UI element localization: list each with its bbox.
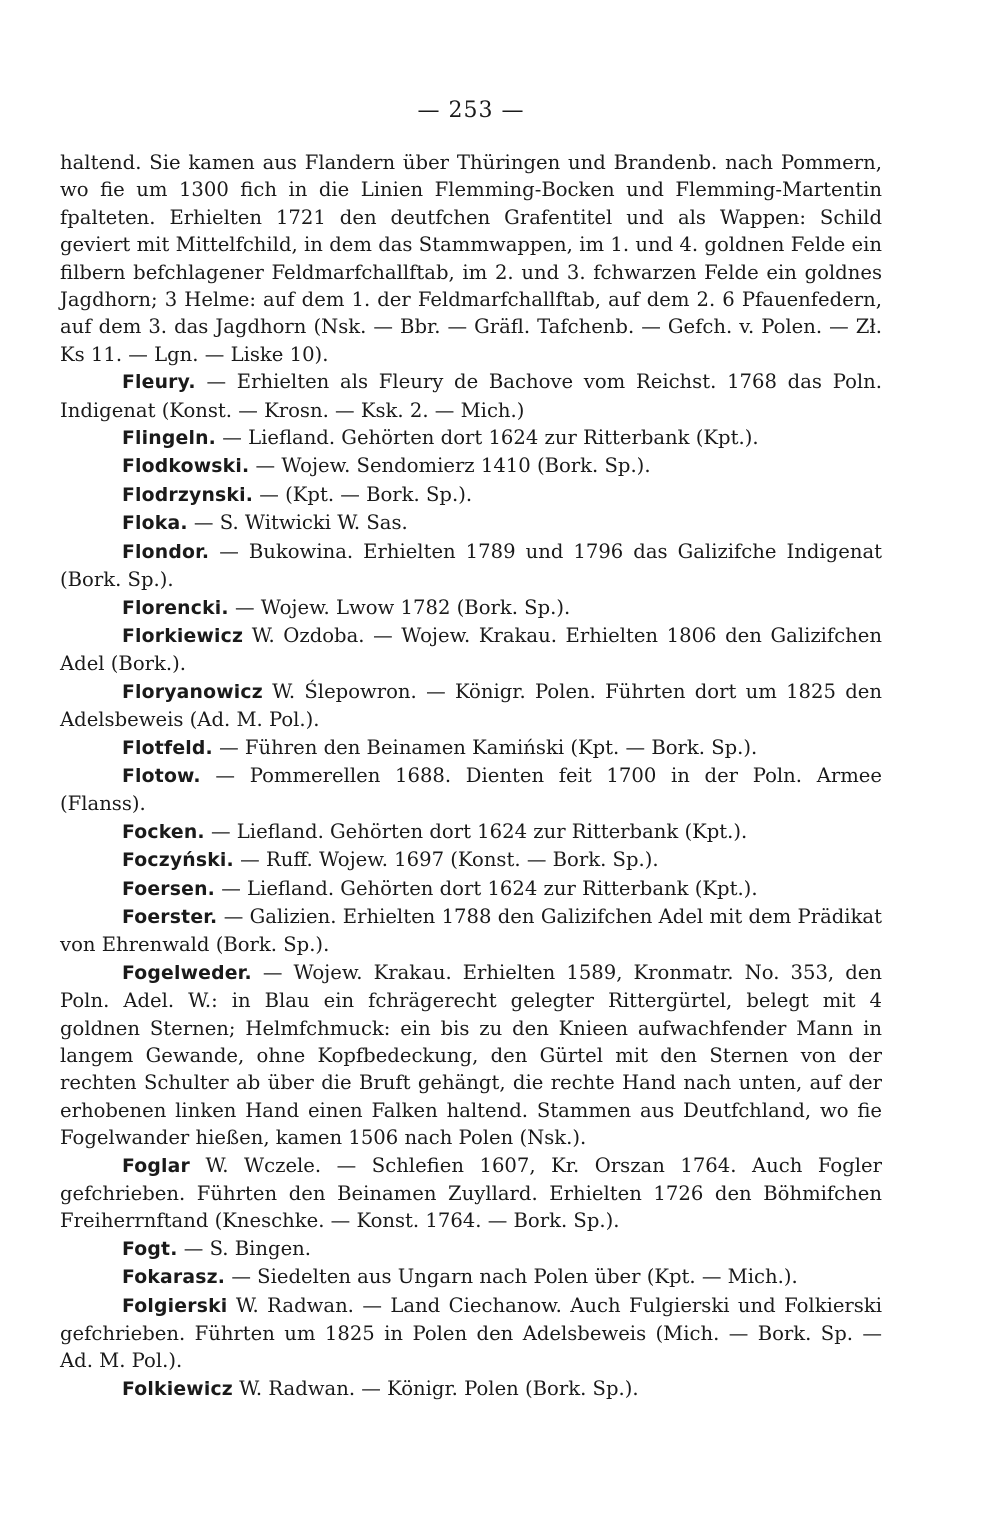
entry-headword: Flotow. [122, 765, 201, 787]
entry-folkiewicz [60, 1375, 882, 1403]
page-number: — 253 — [417, 98, 525, 123]
entry-text: — Wojew. Sendomierz 1410 (Bork. Sp.). [249, 454, 651, 478]
entry-headword: Fogelweder. [122, 962, 252, 984]
entry-flondor [60, 538, 882, 594]
entry-text: — Bukowina. Erhielten 1789 und 1796 das Galizifche Indigenat (Bork. Sp.). [60, 539, 882, 592]
entry-text: — Liefland. Gehörten dort 1624 zur Ritterbank (Kpt.). [215, 876, 758, 900]
entry-text: — S. Bingen. [177, 1236, 312, 1260]
entry-text: — (Kpt. — Bork. Sp.). [253, 482, 473, 506]
entry-folgierski [60, 1292, 882, 1375]
entry-focken [60, 818, 882, 846]
entry-headword: Flodkowski. [122, 456, 250, 478]
entry-text: — Erhielten als Fleury de Bachove vom Reichst. 1768 das Poln. Indigenat (Konst. — Krosn. — Ksk. 2. — Mich.) [60, 370, 882, 422]
entry-headword: Foglar [122, 1155, 190, 1177]
entry-headword: Floka. [122, 513, 188, 535]
entry-flingeln [60, 424, 882, 452]
entry-headword: Fleury. [122, 372, 196, 394]
entry-headword: Focken. [122, 821, 205, 843]
entry-text: — Führen den Beinamen Kamiński (Kpt. — Bork. Sp.). [212, 735, 758, 759]
entry-text: W. Radwan. — Land Ciechanow. Auch Fulgierski und Folkierski gefchrieben. Führten um 1825 in Polen den Adelsbeweis (Mich. — Bork. Sp. — Ad. M. Pol.). [60, 1293, 882, 1373]
entry-floka [60, 509, 882, 537]
entry-floryanowicz [60, 678, 882, 734]
continuation-paragraph: haltend. Sie kamen aus Flandern über Thüringen und Brandenb. nach Pommern, wo fie um 1300 fich in die Linien Flemming-Bocken und Flemming-Martentin fpalteten. Erhielten 1721 den deutfchen Grafentitel und als Wappen: Schild geviert mit Mittelfchild, in dem das Stammwappen, im 1. und 4. goldnen Felde ein filbern befchlagener Feldmarfchallftab, im 2. und 3. fchwarzen Felde ein goldnes Jagdhorn; 3 Helme: auf dem 1. der Feldmarfchallftab, auf dem 2. 6 Pfauenfedern, auf dem 3. das Jagdhorn (Nsk. — Bbr. — Gräfl. Tafchenb. — Gefch. v. Polen. — Zł. Ks 11. — Lgn. — Liske 10). [60, 151, 882, 366]
entry-text: — Liefland. Gehörten dort 1624 zur Ritterbank (Kpt.). [216, 426, 759, 450]
entry-headword: Floryanowicz [122, 681, 263, 703]
entry-headword: Foersen. [122, 878, 215, 900]
entry-headword: Folkiewicz [122, 1378, 233, 1400]
entry-headword: Foczyński. [122, 850, 234, 872]
entry-florkiewicz [60, 622, 882, 678]
entry-fogelweder [60, 959, 882, 1152]
entry-text: — Wojew. Lwow 1782 (Bork. Sp.). [228, 595, 571, 619]
entry-headword: Foerster. [122, 906, 218, 928]
body-text [60, 149, 882, 1403]
entry-text: — Liefland. Gehörten dort 1624 zur Ritterbank (Kpt.). [204, 819, 748, 843]
entry-text: — Ruff. Wojew. 1697 (Konst. — Bork. Sp.). [233, 848, 659, 872]
entry-headword: Florkiewicz [122, 625, 244, 647]
entry-flodrzynski [60, 481, 882, 509]
entry-foerster [60, 903, 882, 959]
entry-flotow [60, 762, 882, 818]
entry-text: W. Radwan. — Königr. Polen (Bork. Sp.). [232, 1376, 639, 1400]
entry-text: — Wojew. Krakau. Erhielten 1589, Kronmatr. No. 353, den Poln. Adel. W.: in Blau ein fchrägerecht gelegter Rittergürtel, belegt mit 4 goldnen Sternen; Helmfchmuck: ein bis zu den Knieen aufwachfender Mann in langem Gewande, ohne Kopfbedeckung, den Gürtel mit den Sternen von der rechten Schulter ab über die Bruft gehängt, die rechte Hand nach unten, auf der erhobenen linken Hand einen Falken haltend. Stammen aus Deutfchland, wo fie Fogelwander hießen, kamen 1506 nach Polen (Nsk.). [60, 960, 882, 1150]
entry-florencki [60, 594, 882, 622]
entry-text: W. Ozdoba. — Wojew. Krakau. Erhielten 1806 den Galizifchen Adel (Bork.). [60, 623, 882, 676]
entry-text: — Pommerellen 1688. Dienten feit 1700 in der Poln. Armee (Flanss). [60, 763, 882, 816]
entry-text: — Galizien. Erhielten 1788 den Galizifchen Adel mit dem Prädikat von Ehrenwald (Bork. Sp.). [60, 904, 882, 957]
entry-headword: Fokarasz. [122, 1267, 226, 1289]
document-page [60, 98, 882, 1403]
entry-foczynski [60, 846, 882, 874]
entry-headword: Flodrzynski. [122, 484, 254, 506]
entry-headword: Flondor. [122, 541, 210, 563]
entry-fogt [60, 1235, 882, 1263]
entry-foglar [60, 1152, 882, 1235]
entry-text: W. Ślepowron. — Königr. Polen. Führten dort um 1825 den Adelsbeweis (Ad. M. Pol.). [60, 679, 882, 732]
entry-flotfeld [60, 734, 882, 762]
entry-text: — S. Witwicki W. Sas. [187, 511, 408, 535]
entry-headword: Flingeln. [122, 428, 217, 450]
entry-fokarasz [60, 1263, 882, 1291]
entry-fleury [60, 368, 882, 424]
entry-flodkowski [60, 452, 882, 480]
entry-headword: Flotfeld. [122, 737, 213, 759]
entry-foersen [60, 875, 882, 903]
entry-headword: Florencki. [122, 597, 229, 619]
entry-headword: Fogt. [122, 1238, 178, 1260]
entry-text: — Siedelten aus Ungarn nach Polen über (Kpt. — Mich.). [225, 1265, 798, 1289]
entry-headword: Folgierski [122, 1295, 228, 1317]
entry-text: W. Wczele. — Schlefien 1607, Kr. Orszan 1764. Auch Fogler gefchrieben. Führten den Beinamen Zuyllard. Erhielten 1726 den Böhmifchen Freiherrnftand (Kneschke. — Konst. 1764. — Bork. Sp.). [60, 1153, 882, 1233]
